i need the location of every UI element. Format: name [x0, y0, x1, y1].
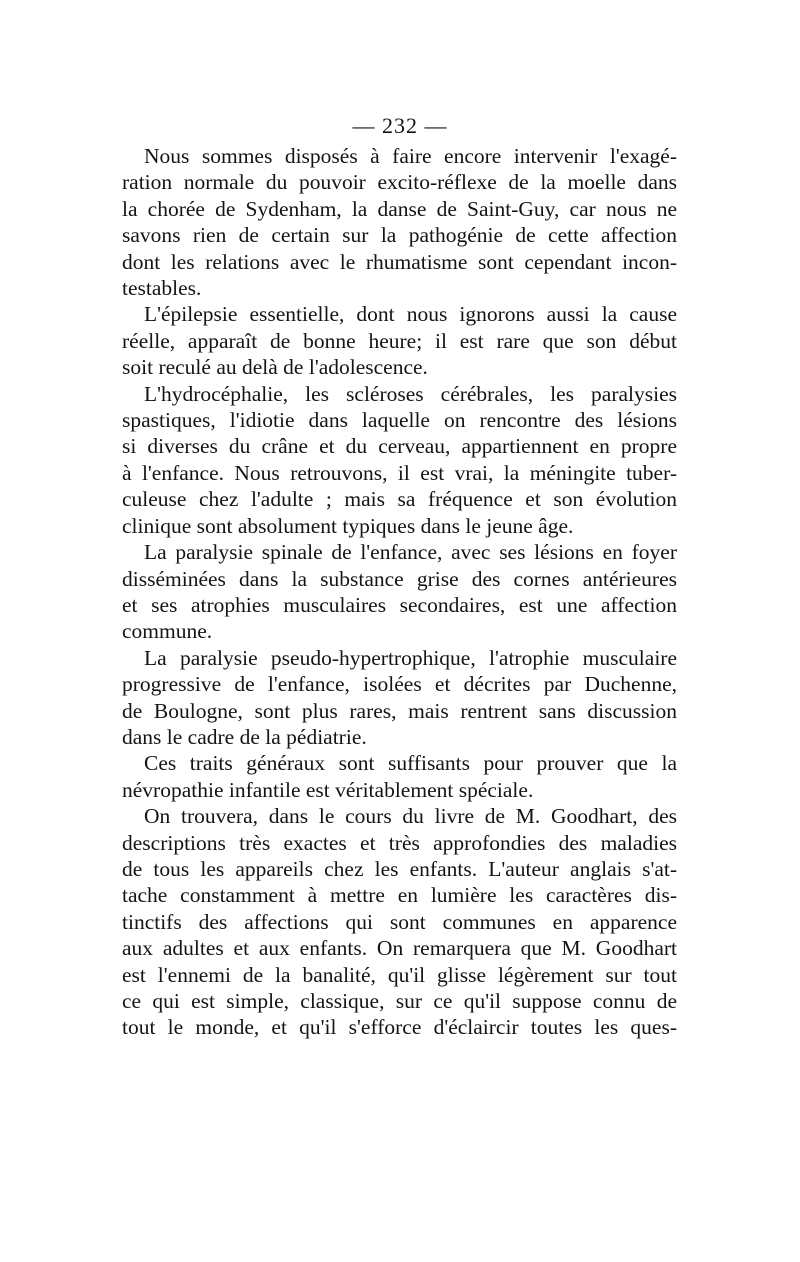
- text-line: ration normale du pouvoir excito-réflexe de la moelle dans: [122, 170, 677, 195]
- paragraph-chorea: [122, 143, 677, 301]
- text-line: la chorée de Sydenham, la danse de Saint-Guy, car nous ne: [122, 196, 677, 221]
- text-line: La paralysie spinale de l'enfance, avec ses lésions en foyer: [144, 540, 677, 565]
- text-line: tinctifs des affections qui sont communes en apparence: [122, 909, 677, 934]
- body-text: [122, 143, 677, 1041]
- text-line: La paralysie pseudo-hypertrophique, l'atrophie musculaire: [144, 645, 677, 670]
- text-line: spastiques, l'idiotie dans laquelle on rencontre des lésions: [122, 408, 677, 433]
- text-line: L'hydrocéphalie, les scléroses cérébrales, les paralysies: [144, 381, 677, 406]
- text-line: névropathie infantile est véritablement spéciale.: [122, 777, 534, 802]
- paragraph-epilepsy: [122, 301, 677, 380]
- text-line: testables.: [122, 276, 202, 301]
- text-line: à l'enfance. Nous retrouvons, il est vrai, la méningite tuber-: [122, 460, 677, 485]
- text-line: tache constamment à mettre en lumière les caractères dis-: [122, 883, 677, 908]
- text-line: disséminées dans la substance grise des cornes antérieures: [122, 566, 677, 591]
- text-line: L'épilepsie essentielle, dont nous ignorons aussi la cause: [144, 302, 677, 327]
- paragraph-general-traits: [122, 750, 677, 803]
- text-line: clinique sont absolument typiques dans le jeune âge.: [122, 513, 574, 538]
- text-line: Ces traits généraux sont suffisants pour prouver que la: [144, 751, 677, 776]
- text-line: aux adultes et aux enfants. On remarquera que M. Goodhart: [122, 936, 677, 961]
- text-line: commune.: [122, 619, 213, 644]
- text-line: soit reculé au delà de l'adolescence.: [122, 355, 428, 380]
- text-line: ce qui est simple, classique, sur ce qu'il suppose connu de: [122, 989, 677, 1013]
- text-line: et ses atrophies musculaires secondaires, est une affection: [122, 592, 677, 617]
- text-line: dont les relations avec le rhumatisme sont cependant incon-: [122, 249, 677, 274]
- text-line: de Boulogne, sont plus rares, mais rentrent sans discussion: [122, 698, 677, 723]
- text-line: descriptions très exactes et très approfondies des maladies: [122, 830, 677, 855]
- text-line: Nous sommes disposés à faire encore intervenir l'exagé-: [144, 144, 677, 168]
- paragraph-goodhart: [122, 803, 677, 1041]
- page-number: — 232 —: [352, 113, 448, 138]
- paragraph-hydrocephaly: [122, 381, 677, 539]
- text-line: de tous les appareils chez les enfants. L'auteur anglais s'at-: [122, 856, 677, 881]
- text-line: On trouvera, dans le cours du livre de M. Goodhart, des: [144, 804, 677, 829]
- text-line: dans le cadre de la pédiatrie.: [122, 724, 367, 749]
- text-line: réelle, apparaît de bonne heure; il est rare que son début: [122, 328, 677, 353]
- paragraph-pseudo-hypertrophic: [122, 645, 677, 751]
- text-line: progressive de l'enfance, isolées et décrites par Duchenne,: [122, 672, 677, 697]
- text-line: est l'ennemi de la banalité, qu'il glisse légèrement sur tout: [122, 962, 677, 987]
- text-line: savons rien de certain sur la pathogénie de cette affection: [122, 223, 677, 248]
- text-line: si diverses du crâne et du cerveau, appartiennent en propre: [122, 434, 677, 459]
- paragraph-spinal-paralysis: [122, 539, 677, 645]
- text-line: tout le monde, et qu'il s'efforce d'éclaircir toutes les ques-: [122, 1015, 677, 1040]
- text-line: culeuse chez l'adulte ; mais sa fréquence et son évolution: [122, 487, 677, 512]
